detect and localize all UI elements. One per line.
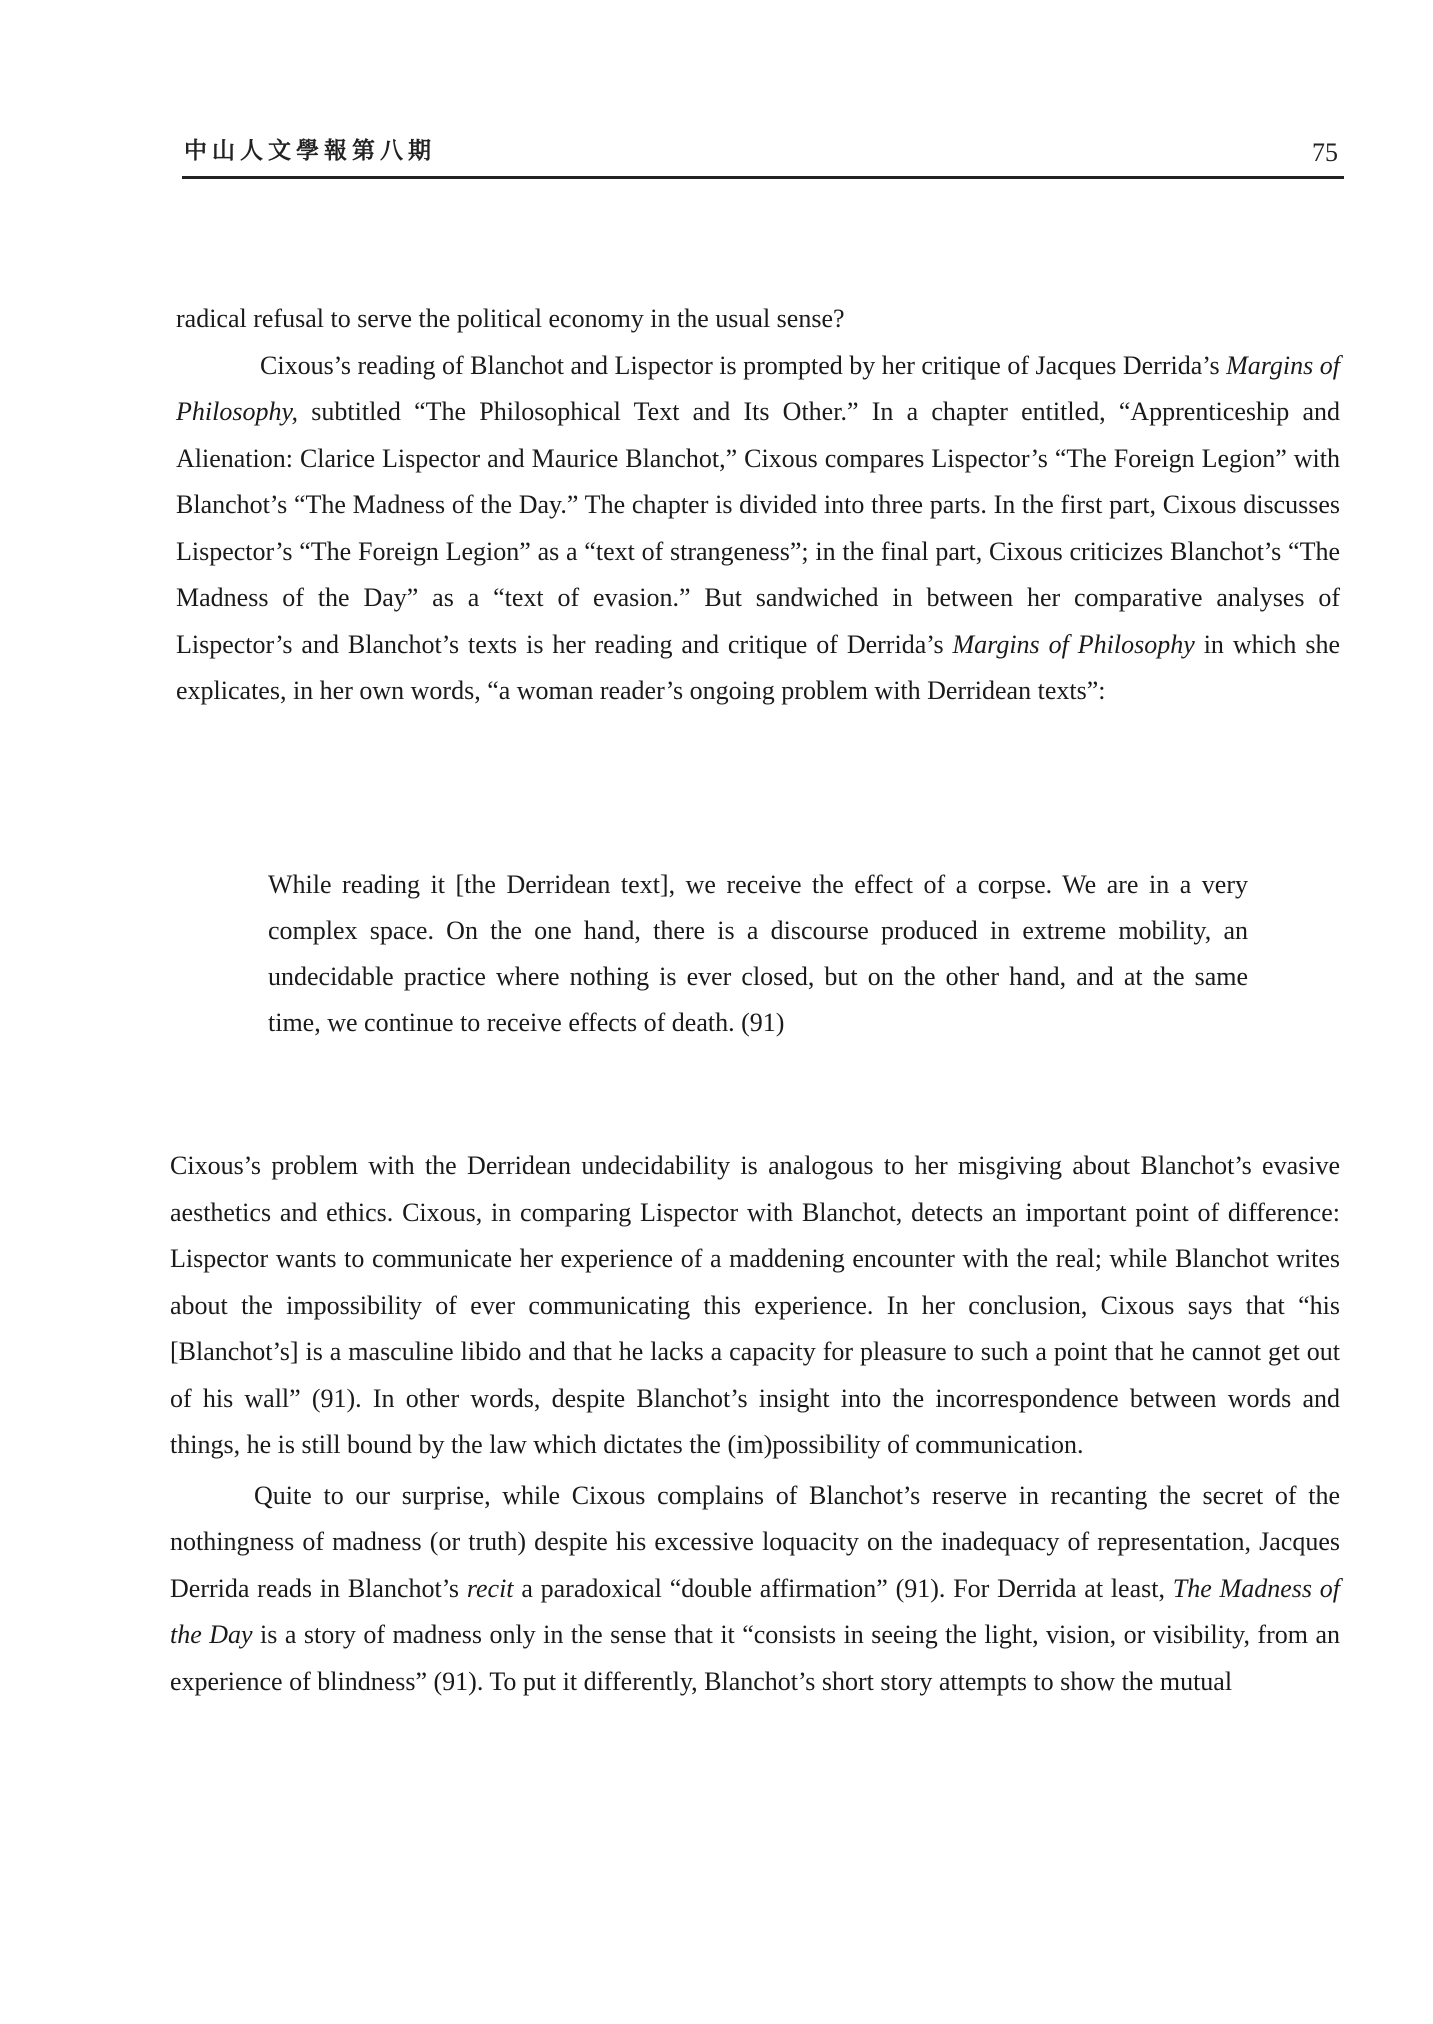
running-header bbox=[182, 128, 1342, 180]
paragraph-text: a paradoxical “double affirmation” (91). For Derrida at least, bbox=[513, 1573, 1173, 1603]
book-title-italic: Margins of Philosophy, bbox=[176, 350, 1340, 426]
paragraph-text: subtitled “The Philosophical Text and Its Other.” In a chapter entitled, “Apprenticeship and Alienation: Clarice Lispector and Maurice Blanchot,” Cixous compares Lispector’s “The Foreign Legion” with Blanchot’s “The Madness of the Day.” The chapter is divided into three parts. In the first part, Cixous discusses Lispector’s “The Foreign Legion” as a “text of strangeness”; in the final part, Cixous criticizes Blanchot’s “The Madness of the Day” as a “text of evasion.” But sandwiched in between her comparative analyses of Lispector’s and Blanchot’s texts is her reading and critique of Derrida’s bbox=[176, 397, 1340, 659]
journal-title: 中山人文學報第八期 bbox=[184, 138, 436, 164]
book-title-italic: Margins of Philosophy bbox=[952, 629, 1195, 659]
paragraph-text: Quite to our surprise, while Cixous complains of Blanchot’s reserve in recanting the secret of the nothingness of madness (or truth) despite his excessive loquacity on the inadequacy of representation, Jacques Derrida reads in Blanchot’s bbox=[170, 1480, 1340, 1603]
header-rule bbox=[182, 176, 1344, 179]
block-quote: While reading it [the Derridean text], we receive the effect of a corpse. We are in a very complex space. On the one hand, there is a discourse produced in extreme mobility, an undecidable practice where nothing is ever closed, but on the other hand, and at the same time, we continue to receive effects of death. (91) bbox=[268, 870, 1248, 1037]
book-title-italic: The Madness of the Day bbox=[170, 1573, 1340, 1649]
paragraph-text: in which she explicates, in her own words, “a woman reader’s ongoing problem with Derridean texts”: bbox=[176, 629, 1340, 705]
body-text-top bbox=[176, 296, 1340, 715]
paragraph-text: Cixous’s reading of Blanchot and Lispector is prompted by her critique of Jacques Derrida’s bbox=[260, 350, 1227, 380]
paragraph-derridean-undecidability: Cixous’s problem with the Derridean undecidability is analogous to her misgiving about Blanchot’s evasive aesthetics and ethics. Cixous, in comparing Lispector with Blanchot, detects an important point of difference: Lispector wants to communicate her experience of a maddening encounter with the real; while Blanchot writes about the impossibility of ever communicating this experience. In her conclusion, Cixous says that “his [Blanchot’s] is a masculine libido and that he lacks a capacity for pleasure to such a point that he cannot get out of his wall” (91). In other words, despite Blanchot’s insight into the incorrespondence between words and things, he is still bound by the law which dictates the (im)possibility of communication. bbox=[170, 1151, 1340, 1459]
paragraph-text: is a story of madness only in the sense that it “consists in seeing the light, vision, or visibility, from an experience of blindness” (91). To put it differently, Blanchot’s short story attempts to show the mutual bbox=[170, 1620, 1340, 1696]
paragraph-continuation: radical refusal to serve the political economy in the usual sense? bbox=[176, 304, 845, 333]
body-text-bottom bbox=[170, 1143, 1340, 1705]
page-number: 75 bbox=[1312, 138, 1338, 167]
term-italic: recit bbox=[466, 1573, 514, 1603]
paragraph-cixous-reading bbox=[176, 343, 1340, 715]
paragraph-double-affirmation bbox=[170, 1473, 1340, 1706]
